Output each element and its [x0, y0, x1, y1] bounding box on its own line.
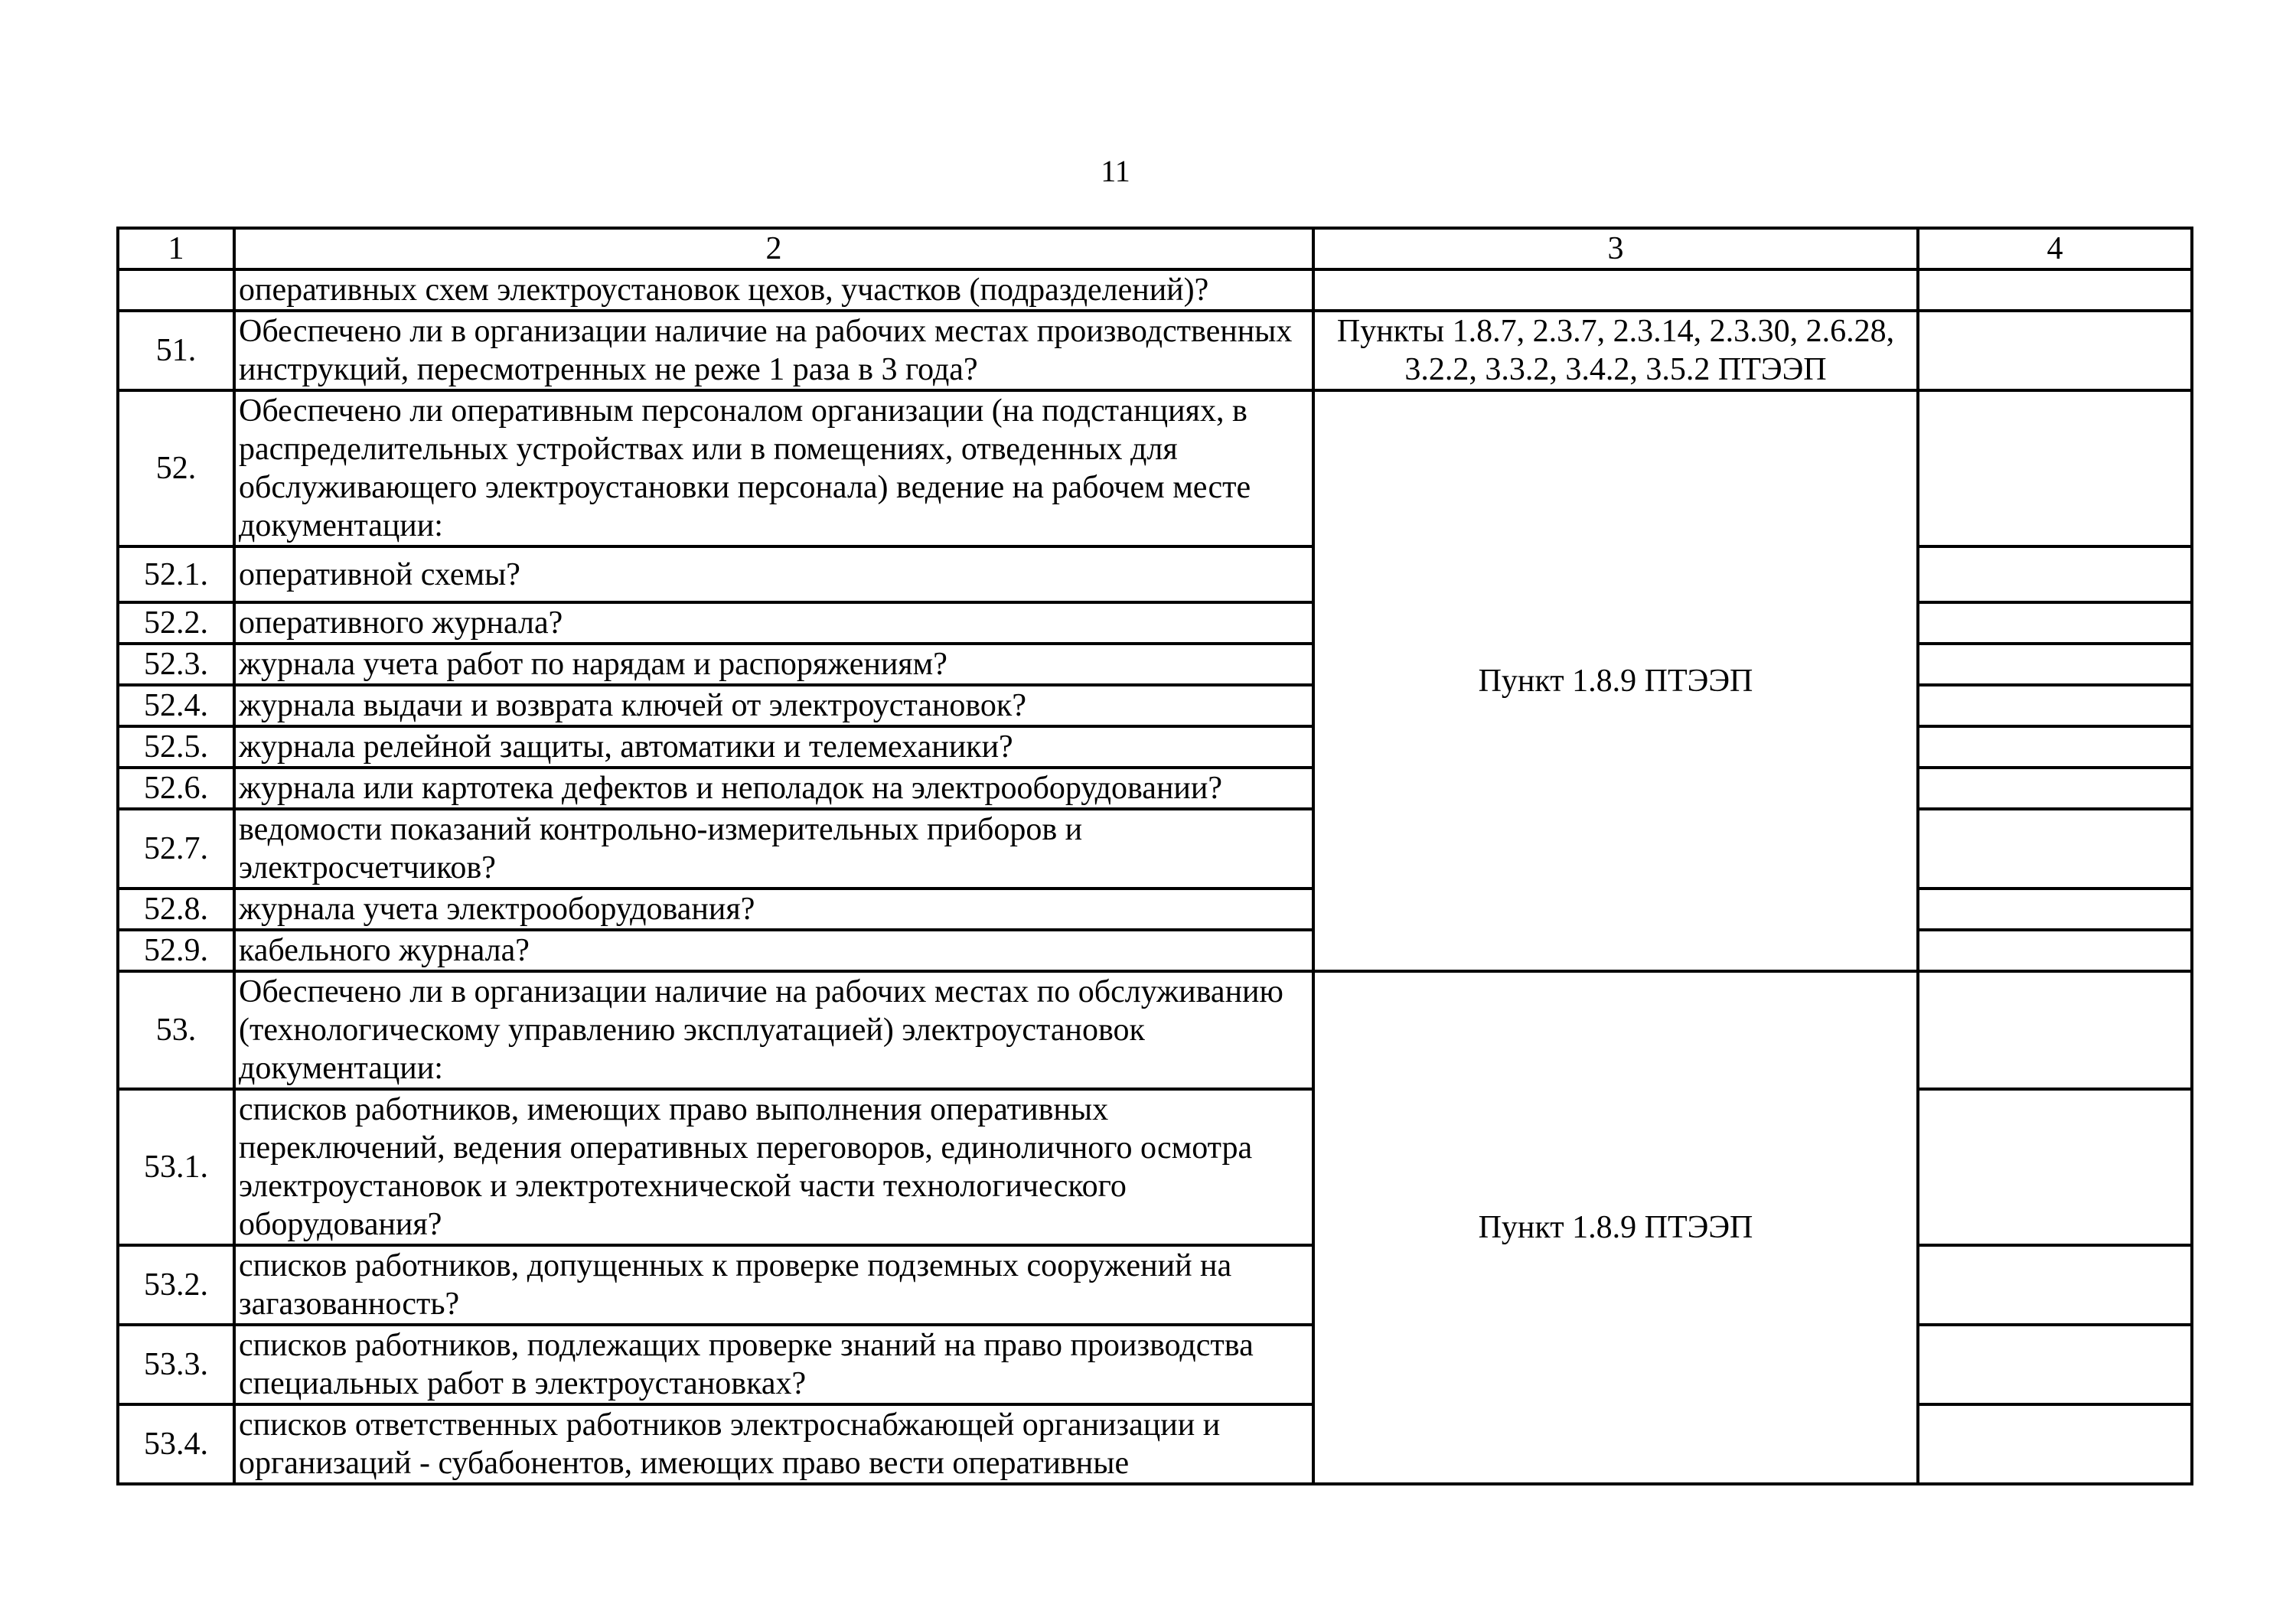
row-number: 53.4. [118, 1404, 234, 1484]
row-number: 52.4. [118, 685, 234, 726]
row-mark [1918, 390, 2192, 546]
row-reference: Пункт 1.8.9 ПТЭЭП [1313, 390, 1918, 971]
row-mark [1918, 1404, 2192, 1484]
row-number: 51. [118, 311, 234, 390]
row-mark [1918, 685, 2192, 726]
row-number: 52.5. [118, 726, 234, 768]
row-question: журнала выдачи и возврата ключей от электроустановок? [234, 685, 1313, 726]
row-number: 52.9. [118, 930, 234, 971]
row-question: журнала учета электрооборудования? [234, 889, 1313, 930]
row-mark [1918, 311, 2192, 390]
row-question: Обеспечено ли в организации наличие на рабочих местах производственных инструкций, пересмотренных не реже 1 раза в 3 года? [234, 311, 1313, 390]
row-number: 52.3. [118, 644, 234, 685]
table-row [118, 311, 2192, 390]
row-number: 53.3. [118, 1325, 234, 1404]
row-reference: Пункт 1.8.9 ПТЭЭП [1313, 971, 1918, 1484]
row-question: списков работников, допущенных к проверке подземных сооружений на загазованность? [234, 1245, 1313, 1325]
row-number: 52.1. [118, 546, 234, 602]
table-row [118, 269, 2192, 311]
row-number: 52.6. [118, 768, 234, 809]
row-mark [1918, 809, 2192, 889]
row-question: списков ответственных работников электроснабжающей организации и организаций - субабонентов, имеющих право вести оперативные [234, 1404, 1313, 1484]
table-row [118, 390, 2192, 546]
row-question: списков работников, имеющих право выполнения оперативных переключений, ведения оперативных переговоров, единоличного осмотра электроустановок и электротехнической части технологического оборудования? [234, 1089, 1313, 1245]
row-mark [1918, 269, 2192, 311]
header-col-2: 2 [234, 228, 1313, 269]
row-question: Обеспечено ли оперативным персоналом организации (на подстанциях, в распределительных устройствах или в помещениях, отведенных для обслуживающего электроустановки персонала) ведение на рабочем месте документации: [234, 390, 1313, 546]
header-col-4: 4 [1918, 228, 2192, 269]
row-mark [1918, 1089, 2192, 1245]
row-mark [1918, 930, 2192, 971]
row-mark [1918, 726, 2192, 768]
row-mark [1918, 1325, 2192, 1404]
table-row [118, 971, 2192, 1089]
row-mark [1918, 644, 2192, 685]
row-mark [1918, 889, 2192, 930]
row-number: 53.1. [118, 1089, 234, 1245]
row-number: 52.2. [118, 602, 234, 644]
header-col-1: 1 [118, 228, 234, 269]
row-number: 52.7. [118, 809, 234, 889]
row-question: списков работников, подлежащих проверке знаний на право производства специальных работ в электроустановках? [234, 1325, 1313, 1404]
row-number: 53. [118, 971, 234, 1089]
row-mark [1918, 971, 2192, 1089]
row-number: 52. [118, 390, 234, 546]
checklist-table [116, 227, 2193, 1485]
row-mark [1918, 602, 2192, 644]
row-question: Обеспечено ли в организации наличие на рабочих местах по обслуживанию (технологическому управлению эксплуатацией) электроустановок документации: [234, 971, 1313, 1089]
row-mark [1918, 768, 2192, 809]
row-mark [1918, 546, 2192, 602]
header-col-3: 3 [1313, 228, 1918, 269]
row-question: кабельного журнала? [234, 930, 1313, 971]
row-reference: Пункты 1.8.7, 2.3.7, 2.3.14, 2.3.30, 2.6.28, 3.2.2, 3.3.2, 3.4.2, 3.5.2 ПТЭЭП [1313, 311, 1918, 390]
row-question: журнала или картотека дефектов и неполадок на электрооборудовании? [234, 768, 1313, 809]
row-question: ведомости показаний контрольно-измерительных приборов и электросчетчиков? [234, 809, 1313, 889]
page-number: 11 [1101, 154, 1130, 188]
row-question: журнала учета работ по нарядам и распоряжениям? [234, 644, 1313, 685]
row-question: оперативной схемы? [234, 546, 1313, 602]
row-question: оперативных схем электроустановок цехов, участков (подразделений)? [234, 269, 1313, 311]
row-question: журнала релейной защиты, автоматики и телемеханики? [234, 726, 1313, 768]
row-reference [1313, 269, 1918, 311]
row-number: 53.2. [118, 1245, 234, 1325]
table-header-row [118, 228, 2192, 269]
row-number: 52.8. [118, 889, 234, 930]
row-number [118, 269, 234, 311]
row-mark [1918, 1245, 2192, 1325]
row-question: оперативного журнала? [234, 602, 1313, 644]
